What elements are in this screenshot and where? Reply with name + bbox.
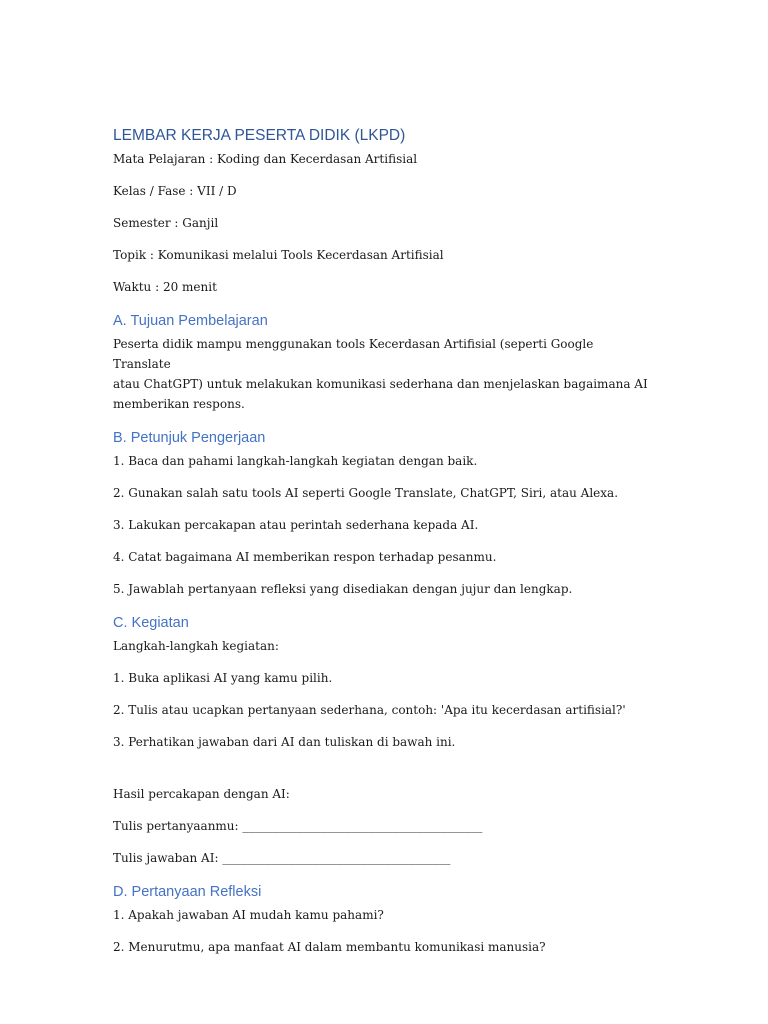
- objective-line: Peserta didik mampu menggunakan tools Kecerdasan Artifisial (seperti Google Translate: [113, 337, 594, 371]
- result-label: Hasil percakapan dengan AI:: [113, 787, 290, 801]
- instruction-item: 4. Catat bagaimana AI memberikan respon terhadap pesanmu.: [113, 550, 497, 564]
- section-b-heading: B. Petunjuk Pengerjaan: [113, 430, 266, 446]
- info-semester: Semester : Ganjil: [113, 216, 219, 230]
- info-time: Waktu : 20 menit: [113, 280, 217, 294]
- instruction-item: 2. Gunakan salah satu tools AI seperti Google Translate, ChatGPT, Siri, atau Alexa.: [113, 486, 619, 500]
- activity-step: 2. Tulis atau ucapkan pertanyaan sederhana, contoh: 'Apa itu kecerdasan artifisial?': [113, 703, 626, 717]
- instruction-item: 5. Jawablah pertanyaan refleksi yang disediakan dengan jujur dan lengkap.: [113, 582, 573, 596]
- question-blank-line: Tulis pertanyaanmu: ________________________________________: [113, 819, 483, 833]
- activity-intro: Langkah-langkah kegiatan:: [113, 639, 279, 653]
- reflection-question: 1. Apakah jawaban AI mudah kamu pahami?: [113, 908, 384, 922]
- info-topic: Topik : Komunikasi melalui Tools Kecerdasan Artifisial: [113, 248, 444, 262]
- section-d-heading: D. Pertanyaan Refleksi: [113, 884, 262, 900]
- activity-step: 3. Perhatikan jawaban dari AI dan tuliskan di bawah ini.: [113, 735, 456, 749]
- document-title: LEMBAR KERJA PESERTA DIDIK (LKPD): [113, 127, 406, 144]
- activity-step: 1. Buka aplikasi AI yang kamu pilih.: [113, 671, 333, 685]
- info-subject: Mata Pelajaran : Koding dan Kecerdasan Artifisial: [113, 152, 418, 166]
- reflection-question: 2. Menurutmu, apa manfaat AI dalam membantu komunikasi manusia?: [113, 940, 546, 954]
- info-class: Kelas / Fase : VII / D: [113, 184, 237, 198]
- answer-blank-line: Tulis jawaban AI: ______________________________________: [113, 851, 451, 865]
- section-c-heading: C. Kegiatan: [113, 615, 189, 631]
- worksheet-page: [113, 126, 653, 957]
- section-a-heading: A. Tujuan Pembelajaran: [113, 313, 268, 329]
- objective-line: memberikan respons.: [113, 397, 245, 411]
- objective-line: atau ChatGPT) untuk melakukan komunikasi sederhana dan menjelaskan bagaimana AI: [113, 377, 648, 391]
- instruction-item: 1. Baca dan pahami langkah-langkah kegiatan dengan baik.: [113, 454, 478, 468]
- instruction-item: 3. Lakukan percakapan atau perintah sederhana kepada AI.: [113, 518, 479, 532]
